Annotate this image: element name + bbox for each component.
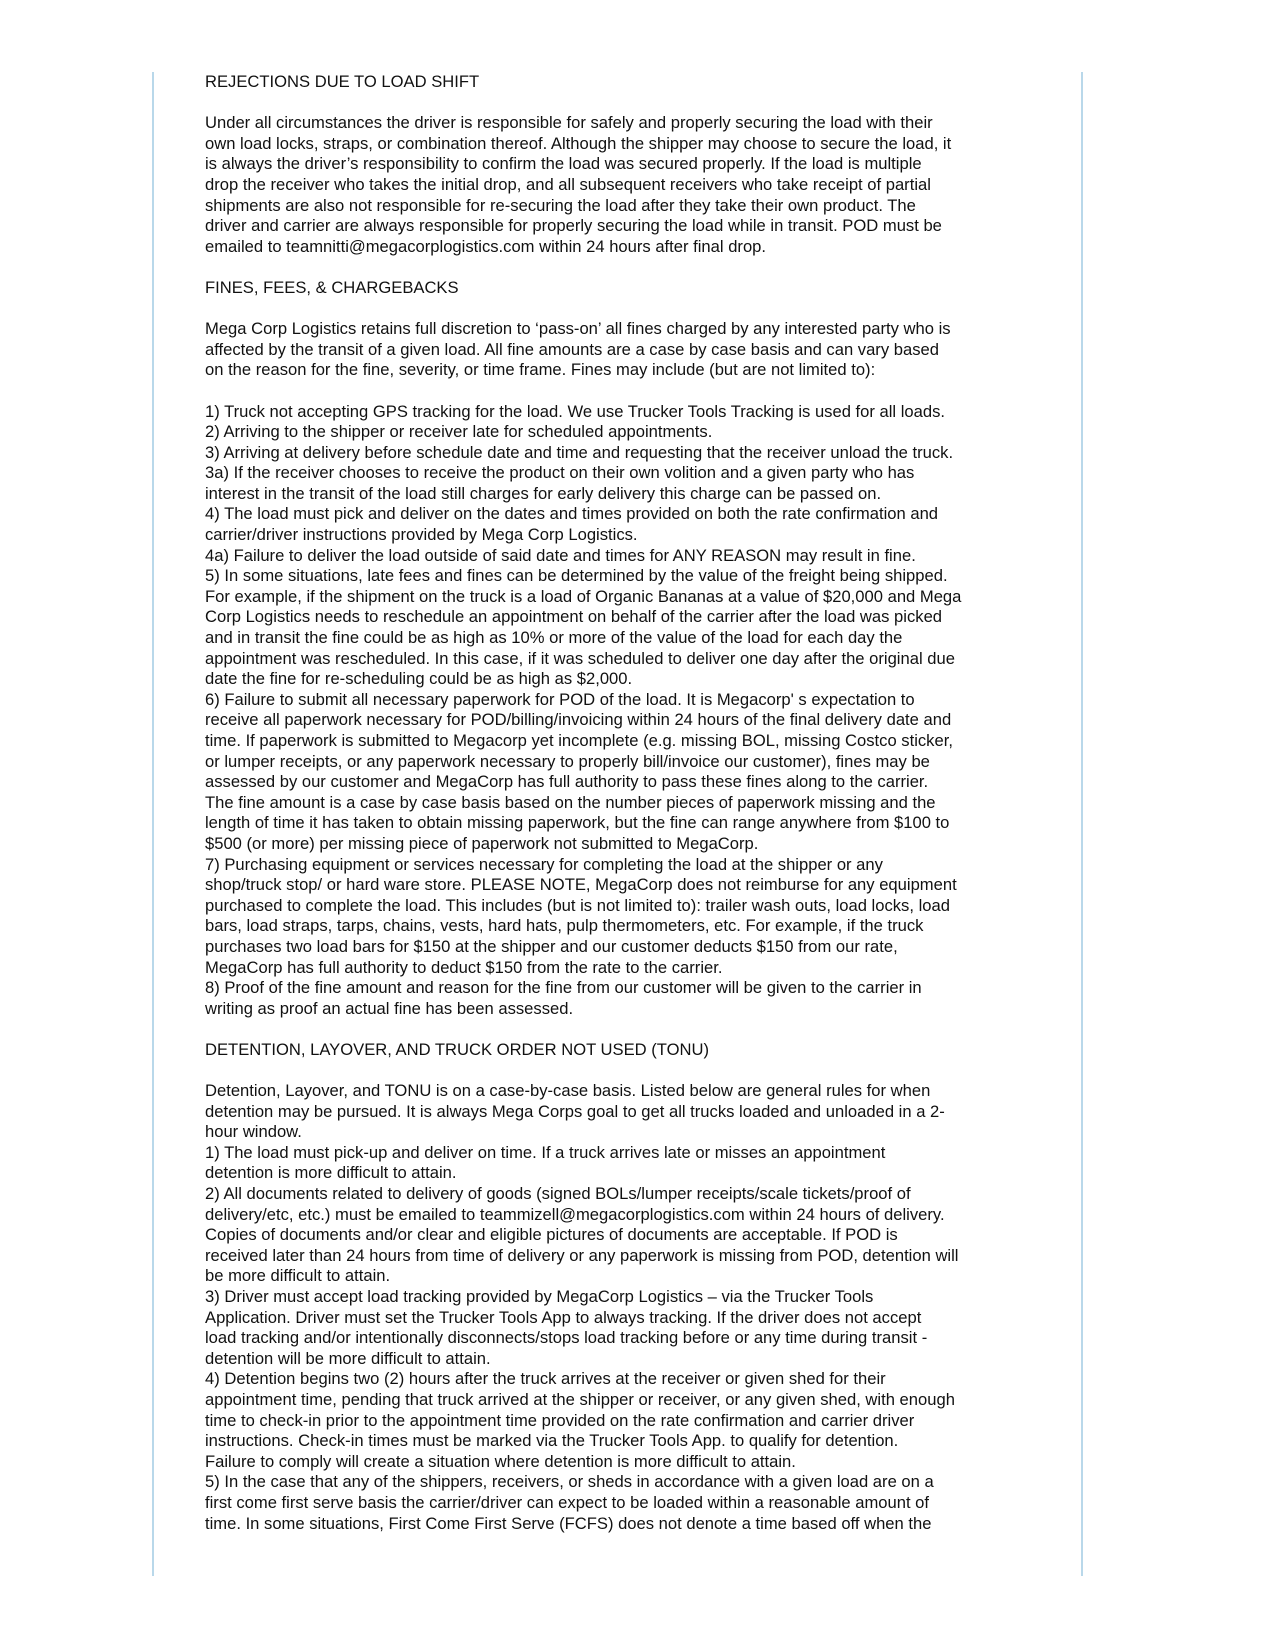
fines-item-5: 5) In some situations, late fees and fines can be determined by the value of the freight being shipped. For example, if the shipment on the truck is a load of Organic Bananas at a value of $20,000 and Mega Corp Logistics needs to reschedule an appointment on behalf of the carrier after the load was picked and in transit the fine could be as high as 10% or more of the value of the load for each day the appointment was rescheduled. In this case, if it was scheduled to deliver one day after the original due date the fine for re-scheduling could be as high as $2,000. — [205, 566, 962, 689]
section-heading-load-shift: REJECTIONS DUE TO LOAD SHIFT — [205, 72, 480, 91]
fines-item-7: 7) Purchasing equipment or services necessary for completing the load at the shipper or any shop/truck stop/ or hard ware store. PLEASE NOTE, MegaCorp does not reimburse for any equipment purchased to complete the load. This includes (but is not limited to): trailer wash outs, load locks, load bars, load straps, tarps, chains, vests, hard hats, pulp thermometers, etc. For example, if the truck purchases two load bars for $150 at the shipper and our customer deducts $150 from our rate, MegaCorp has full authority to deduct $150 from the rate to the carrier. — [205, 854, 957, 977]
fines-item-4: 4) The load must pick and deliver on the dates and times provided on both the rate confirmation and carrier/driver instructions provided by Mega Corp Logistics. — [205, 504, 939, 545]
detention-item-2: 2) All documents related to delivery of goods (signed BOLs/lumper receipts/scale tickets/proof of delivery/etc, etc.) must be emailed to teammizell@megacorplogistics.com within 24 hours of delivery. Copies of documents and/or clear and eligible pictures of documents are acceptable. If POD is received later than 24 hours from time of delivery or any paperwork is missing from POD, detention will be more difficult to attain. — [205, 1184, 959, 1286]
fines-item-1: 1) Truck not accepting GPS tracking for the load. We use Trucker Tools Tracking is used for all loads. — [205, 401, 945, 421]
detention-item-5: 5) In the case that any of the shippers, receivers, or sheds in accordance with a given load are on a first come first serve basis the carrier/driver can expect to be loaded within a reasonable amount of time. In some situations, First Come First Serve (FCFS) does not denote a time based off when the — [205, 1472, 934, 1533]
fines-item-3: 3) Arriving at delivery before schedule date and time and requesting that the receiver unload the truck. — [205, 442, 954, 462]
left-margin-rule — [152, 72, 154, 1576]
section-intro-detention: Detention, Layover, and TONU is on a case-by-case basis. Listed below are general rules for when detention may be pursued. It is always Mega Corps goal to get all trucks loaded and unloaded in a 2- hour window. — [205, 1081, 945, 1142]
fines-item-4a: 4a) Failure to deliver the load outside of said date and times for ANY REASON may result in fine. — [205, 545, 916, 565]
document-body — [205, 72, 1065, 1534]
detention-item-3: 3) Driver must accept load tracking provided by MegaCorp Logistics – via the Trucker Tools Application. Driver must set the Trucker Tools App to always tracking. If the driver does not accept load tracking and/or intentionally disconnects/stops load tracking before or any time during transit - detention will be more difficult to attain. — [205, 1287, 928, 1368]
detention-item-1: 1) The load must pick-up and deliver on time. If a truck arrives late or misses an appointment detention is more difficult to attain. — [205, 1142, 886, 1183]
detention-item-4: 4) Detention begins two (2) hours after the truck arrives at the receiver or given shed for their appointment time, pending that truck arrived at the shipper or receiver, or any given shed, with enough time to check-in prior to the appointment time provided on the rate confirmation and carrier driver instructions. Check-in times must be marked via the Trucker Tools App. to qualify for detention. Failure to comply will create a situation where detention is more difficult to attain. — [205, 1369, 955, 1471]
fines-item-3a: 3a) If the receiver chooses to receive the product on their own volition and a given party who has interest in the transit of the load still charges for early delivery this charge can be passed on. — [205, 463, 915, 503]
right-margin-rule — [1081, 72, 1083, 1576]
fines-item-8: 8) Proof of the fine amount and reason for the fine from our customer will be given to the carrier in writing as proof an actual fine has been assessed. — [205, 978, 922, 1018]
section-heading-detention: DETENTION, LAYOVER, AND TRUCK ORDER NOT USED (TONU) — [205, 1039, 710, 1059]
section-intro-fines: Mega Corp Logistics retains full discretion to ‘pass-on’ all fines charged by any interested party who is affected by the transit of a given load. All fine amounts are a case by case basis and can vary based on the reason for the fine, severity, or time frame. Fines may include (but are not limited to): — [205, 319, 951, 380]
fines-item-2: 2) Arriving to the shipper or receiver late for scheduled appointments. — [205, 422, 713, 442]
section-heading-fines: FINES, FEES, & CHARGEBACKS — [205, 277, 459, 297]
section-intro-load-shift: Under all circumstances the driver is responsible for safely and properly securing the load with their own load locks, straps, or combination thereof. Although the shipper may choose to secure the load, it is always the driver’s responsibility to confirm the load was secured properly. If the load is multiple drop the receiver who takes the initial drop, and all subsequent receivers who take receipt of partial shipments are also not responsible for re-securing the load after they take their own product. The driver and carrier are always responsible for properly securing the load while in transit. POD must be emailed to teamnitti@megacorplogistics.com within 24 hours after final drop. — [205, 113, 952, 256]
fines-item-6: 6) Failure to submit all necessary paperwork for POD of the load. It is Megacorp' s expectation to receive all paperwork necessary for POD/billing/invoicing within 24 hours of the final delivery date and time. If paperwork is submitted to Megacorp yet incomplete (e.g. missing BOL, missing Costco sticker, or lumper receipts, or any paperwork necessary to properly bill/invoice our customer), fines may be assessed by our customer and MegaCorp has full authority to pass these fines along to the carrier. The fine amount is a case by case basis based on the number pieces of paperwork missing and the length of time it has taken to obtain missing paperwork, but the fine can range anywhere from $100 to $500 (or more) per missing piece of paperwork not submitted to MegaCorp. — [205, 689, 953, 853]
